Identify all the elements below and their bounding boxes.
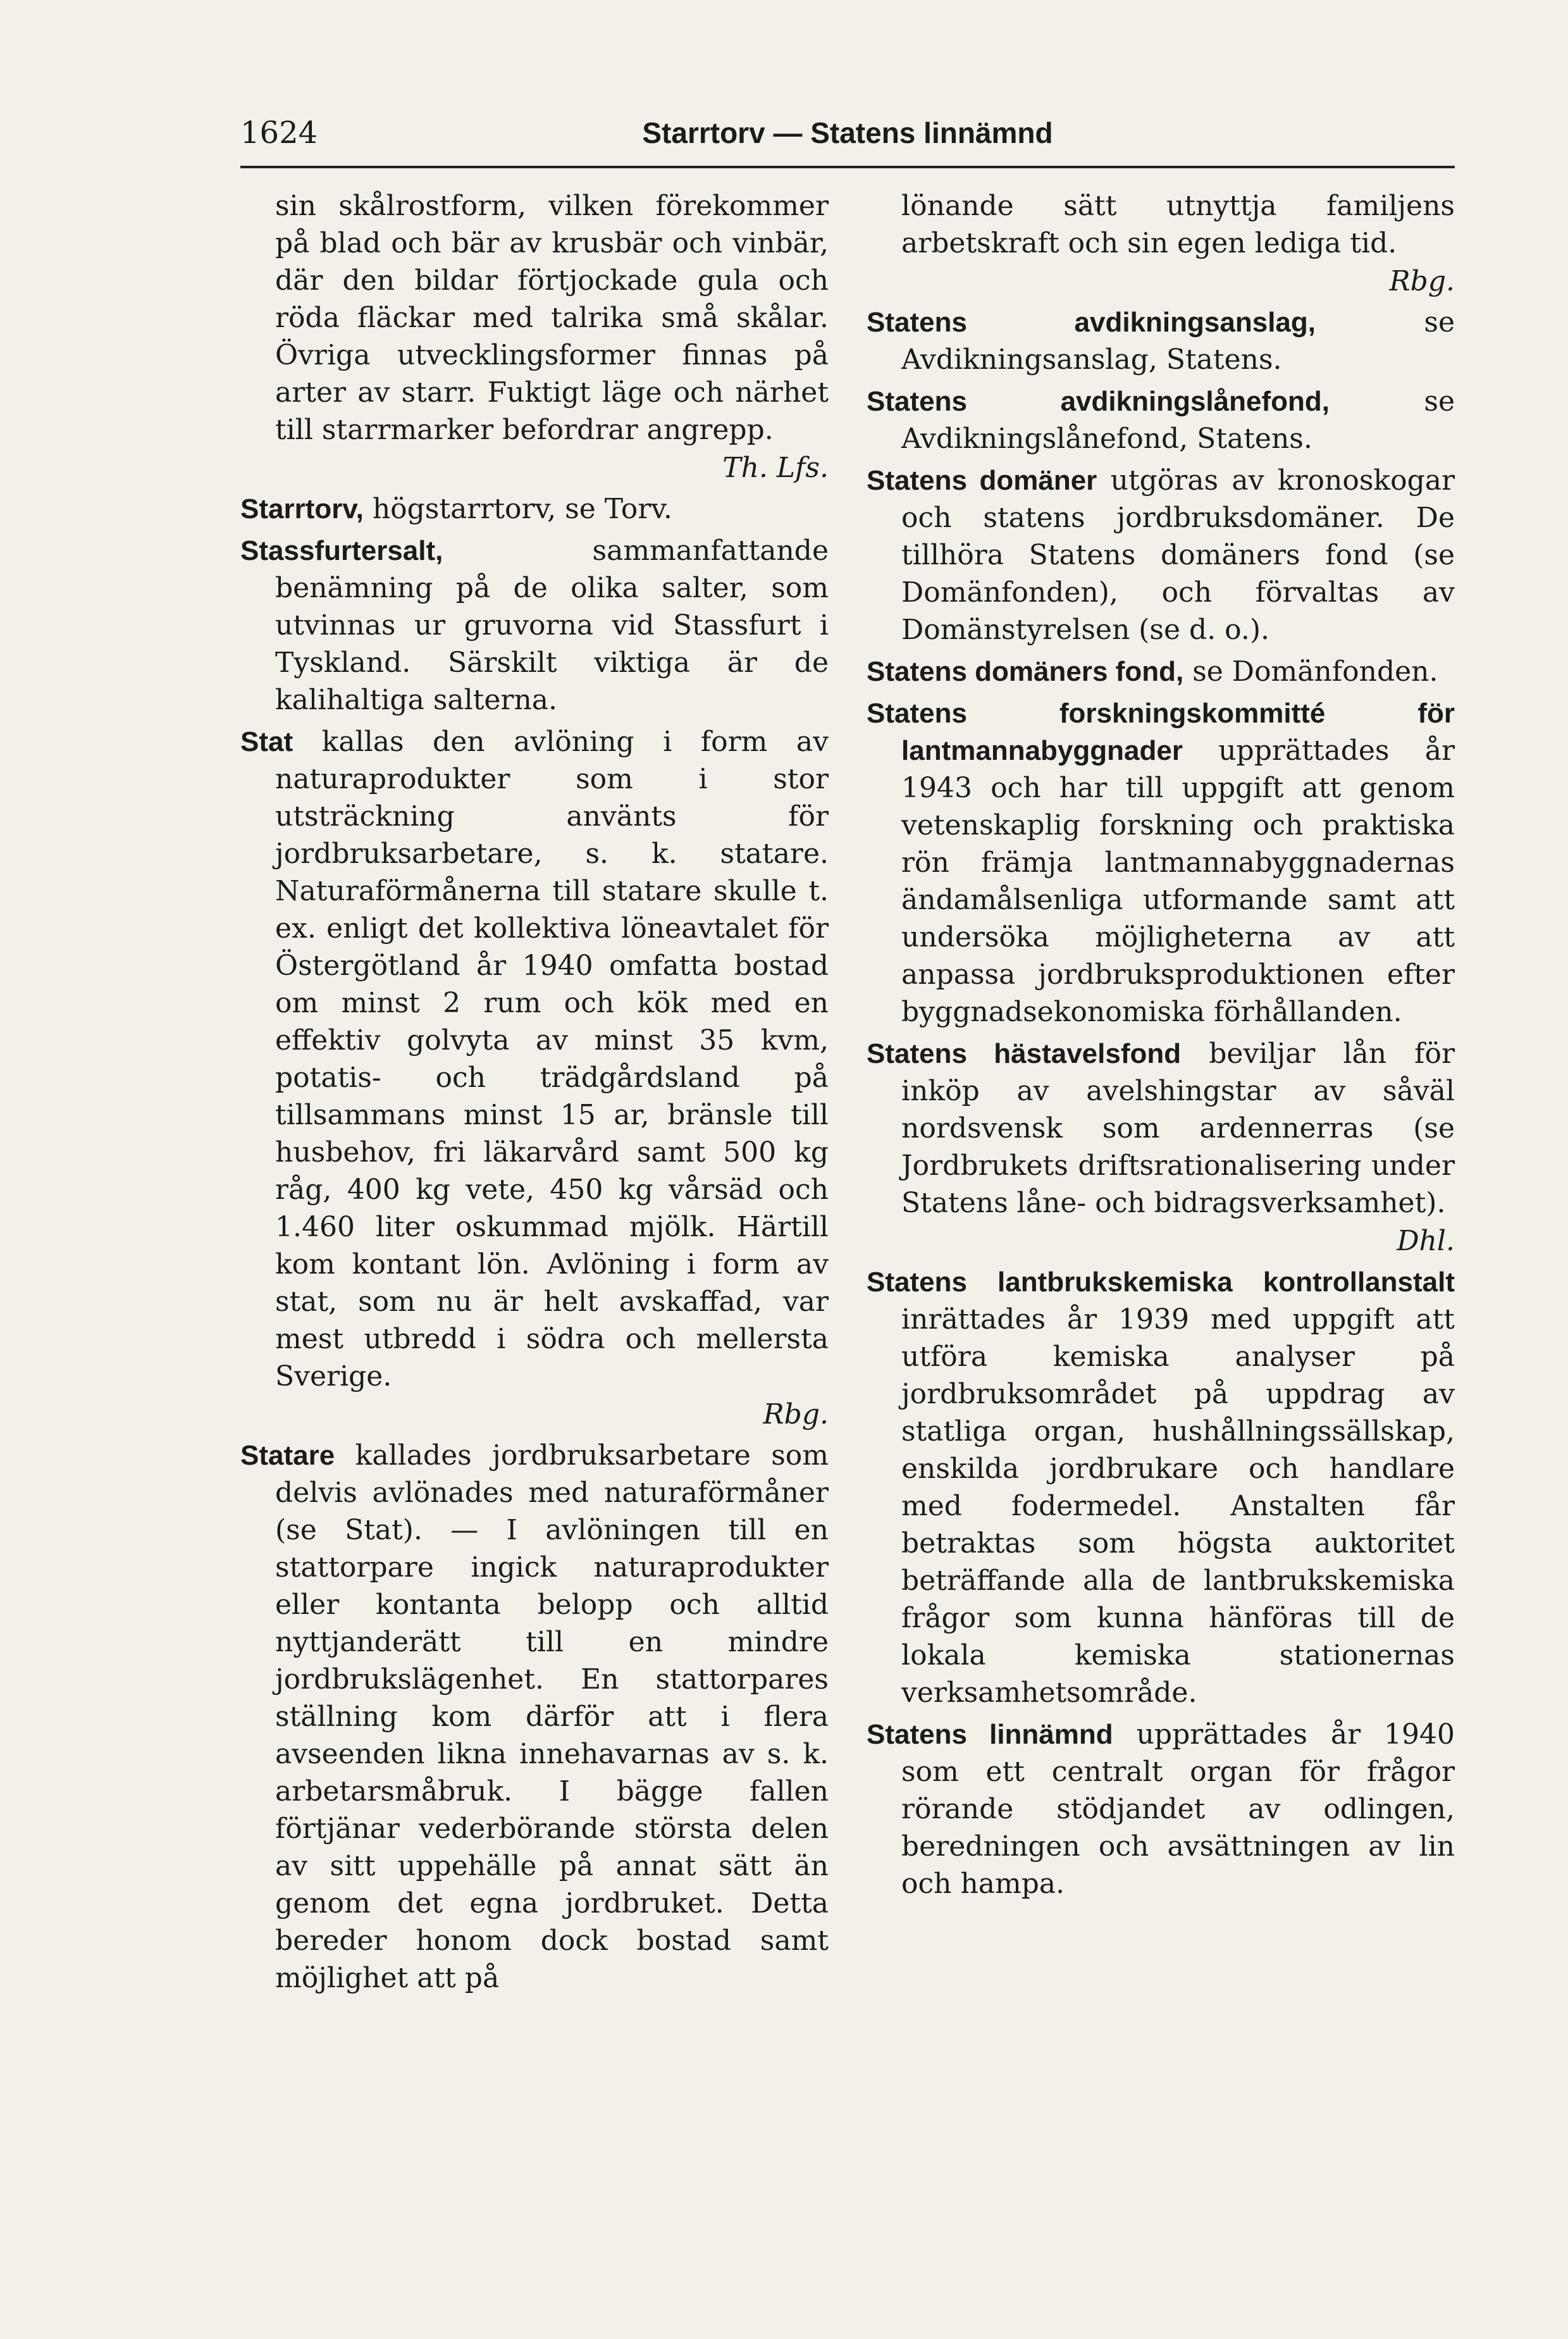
entry-headword: Statens avdikningslånefond, bbox=[867, 386, 1330, 417]
entry-headword: Statens lantbrukskemiska kontrollanstalt bbox=[867, 1267, 1455, 1298]
entry-text: kallades jordbruksarbetare som delvis avlönades med naturaförmåner (se Stat). — I avlöningen till en stattorpare ingick naturaprodukter eller kontanta belopp och alltid nyttjanderätt till en mindre jordbrukslägenhet. En stattorpares ställning kom därför att i flera avseenden likna innehavarnas av s. k. arbetarsmåbruk. I bägge fallen förtjänar vederbörande största delen av sitt uppehälle på annat sätt än genom det egna jordbruket. Detta bereder honom dock bostad samt möjlighet att på bbox=[275, 1439, 829, 1994]
entry-text: upprättades år 1943 och har till uppgift att genom vetenskaplig forskning och praktiska rön främja lantmannabyggnadernas ändamålsenliga utformande samt att undersöka möjligheterna av att anpassa jordbruksproduktionen efter byggnadsekonomiska förhållanden. bbox=[901, 735, 1455, 1028]
entry-headword: Statens avdikningsanslag, bbox=[867, 307, 1316, 338]
header-rule bbox=[240, 166, 1455, 168]
entry-text: se Avdikningslånefond, Statens. bbox=[901, 385, 1455, 455]
entry bbox=[867, 1716, 1455, 1902]
entry-headword: Statare bbox=[240, 1440, 335, 1471]
entry-text: beviljar lån för inköp av avelshingstar av såväl nordsvensk som ardennerras (se Jordbrukets driftsrationalisering under Statens låne- och bidragsverksamhet). bbox=[901, 1038, 1455, 1219]
entry bbox=[867, 1035, 1455, 1222]
entry-text: utgöras av kronoskogar och statens jordbruksdomäner. De tillhöra Statens domäners fond (se Domänfonden), och förvaltas av Domänstyrelsen (se d. o.). bbox=[901, 464, 1455, 646]
entry bbox=[240, 187, 829, 449]
entry-headword: Stat bbox=[240, 726, 293, 757]
entry bbox=[240, 1437, 829, 1997]
running-title: Starrtorv — Statens linnämnd bbox=[642, 116, 1053, 149]
entry bbox=[240, 490, 829, 528]
entry-text: kallas den avlöning i form av naturaprodukter som i stor utsträckning använts för jordbruksarbetare, s. k. statare. Naturaförmånerna till statare skulle t. ex. enligt det kollektiva löneavtalet för Östergötland år 1940 omfatta bostad om minst 2 rum och kök med en effektiv golvyta av minst 35 kvm, potatis- och trädgårdsland på tillsammans minst 15 ar, bränsle till husbehov, fri läkarvård samt 500 kg råg, 400 kg vete, 450 kg vårsäd och 1.460 liter oskummad mjölk. Härtill kom kontant lön. Avlöning i form av stat, som nu är helt avskaffad, var mest utbredd i södra och mellersta Sverige. bbox=[275, 726, 829, 1393]
entry bbox=[240, 723, 829, 1395]
page-number: 1624 bbox=[240, 115, 318, 151]
entry bbox=[867, 653, 1455, 690]
entry-headword: Statens linnämnd bbox=[867, 1719, 1113, 1750]
author-signature: Rbg. bbox=[1389, 265, 1455, 297]
entry-text: högstarrtorv, se Torv. bbox=[372, 493, 672, 525]
entry-text: se Domänfonden. bbox=[1192, 655, 1438, 688]
entry-headword: Statens domäners fond, bbox=[867, 656, 1184, 687]
entry-headword: Statens domäner bbox=[867, 465, 1097, 496]
entry-text: inrättades år 1939 med uppgift att utföra kemiska analyser på jordbruksområdet på uppdrag av statliga organ, hushållningssällskap, enskilda jordbrukare och handlare med fodermedel. Anstalten får betraktas som högsta auktoritet beträffande alla de lantbrukskemiska frågor som kunna hänföras till de lokala kemiska stationernas verksamhetsområde. bbox=[901, 1303, 1455, 1709]
right-column bbox=[867, 187, 1455, 1907]
entry bbox=[867, 187, 1455, 262]
author-signature: Rbg. bbox=[763, 1398, 829, 1430]
entry-headword: Statens hästavelsfond bbox=[867, 1038, 1182, 1069]
entry-headword: Statens forskningskommitté för lantmannabyggnader bbox=[867, 698, 1455, 766]
entry bbox=[867, 462, 1455, 648]
entry bbox=[867, 383, 1455, 457]
page-header bbox=[240, 108, 1455, 158]
entry-text: sin skålrostform, vilken förekommer på blad och bär av krusbär och vinbär, där den bildar förtjockade gula och röda fläckar med talrika små skålar. Övriga utvecklingsformer finnas på arter av starr. Fuktigt läge och närhet till starrmarker befordrar angrepp. bbox=[275, 190, 829, 446]
entry bbox=[240, 532, 829, 719]
entry-text: se Avdikningsanslag, Statens. bbox=[901, 306, 1455, 376]
entry-text: upprättades år 1940 som ett centralt organ för frågor rörande stödjandet av odlingen, beredningen och avsättningen av lin och hampa. bbox=[901, 1718, 1455, 1900]
entry-headword: Stassfurtersalt, bbox=[240, 535, 443, 566]
entry-text: sammanfattande benämning på de olika salter, som utvinnas ur gruvorna vid Stassfurt i Tyskland. Särskilt viktiga är de kalihaltiga salterna. bbox=[275, 535, 829, 716]
author-signature: Th. Lfs. bbox=[722, 452, 829, 484]
entry-text: lönande sätt utnyttja familjens arbetskraft och sin egen lediga tid. bbox=[901, 190, 1455, 259]
entry bbox=[867, 695, 1455, 1031]
left-column bbox=[240, 187, 829, 2001]
author-signature: Dhl. bbox=[1397, 1225, 1455, 1257]
entry-headword: Starrtorv, bbox=[240, 493, 364, 524]
entry bbox=[867, 304, 1455, 378]
entry bbox=[867, 1263, 1455, 1711]
